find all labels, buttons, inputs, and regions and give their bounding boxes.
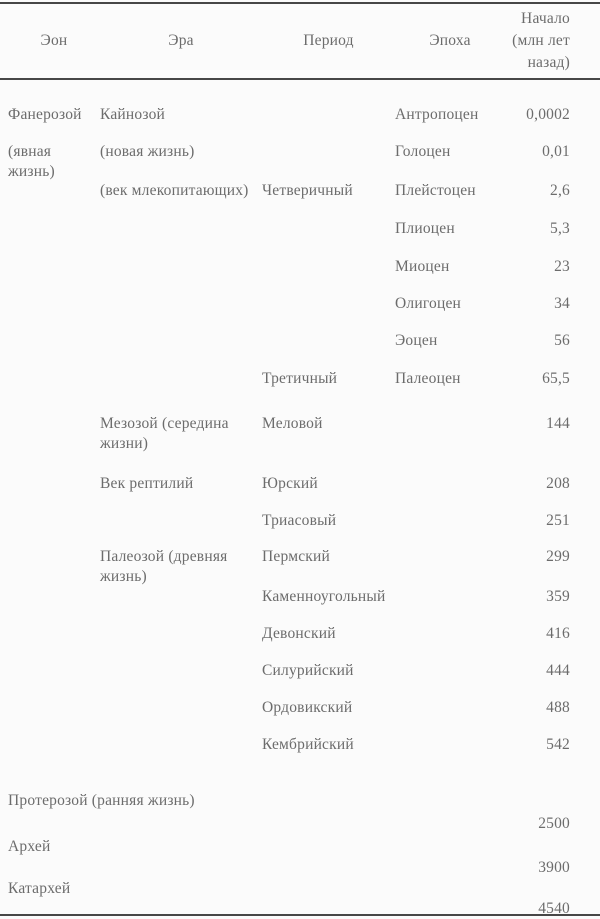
header-period: Период	[303, 32, 354, 49]
cell-eon: Архей	[8, 838, 51, 855]
table-row	[0, 219, 600, 257]
header-start	[505, 8, 570, 74]
cell-start: 299	[546, 548, 570, 565]
header-start-line1: Начало	[521, 10, 570, 27]
header-epoch: Эпоха	[429, 32, 471, 49]
table-body	[0, 80, 600, 917]
cell-period: Силурийский	[262, 662, 354, 679]
cell-period: Кембрийский	[262, 736, 354, 753]
cell-era: Кайнозой	[100, 106, 166, 123]
cell-epoch: Палеоцен	[395, 370, 461, 387]
cell-period: Ордовикский	[262, 699, 353, 716]
cell-start: 208	[546, 475, 570, 492]
cell-start: 251	[546, 512, 570, 529]
table-row	[0, 837, 600, 879]
cell-epoch: Антропоцен	[395, 106, 479, 123]
cell-era: Век рептилий	[100, 475, 194, 492]
cell-start: 144	[546, 415, 570, 432]
table-row	[0, 624, 600, 661]
cell-start: 5,3	[550, 220, 570, 237]
header-eon: Эон	[40, 32, 68, 49]
cell-start: 2500	[538, 815, 570, 832]
header-era: Эра	[168, 32, 194, 49]
table-row	[0, 661, 600, 698]
cell-start: 4540	[538, 900, 570, 917]
cell-period: Меловой	[262, 415, 323, 432]
cell-start: 0,01	[542, 143, 570, 160]
cell-start: 2,6	[550, 182, 570, 199]
cell-start: 3900	[538, 859, 570, 876]
table-row	[0, 547, 600, 587]
table-row	[0, 105, 600, 142]
table-row	[0, 735, 600, 791]
header-start-line2: (млн лет	[512, 32, 570, 49]
table-row	[0, 294, 600, 331]
table-row	[0, 142, 600, 181]
cell-start: 65,5	[542, 370, 570, 387]
cell-epoch: Эоцен	[395, 332, 438, 349]
cell-start: 444	[546, 662, 570, 679]
cell-start: 34	[554, 295, 570, 312]
cell-period: Пермский	[262, 548, 330, 565]
cell-eon: (явная жизнь)	[8, 143, 55, 180]
cell-start: 56	[554, 332, 570, 349]
cell-epoch: Олигоцен	[395, 295, 462, 312]
cell-start: 488	[546, 699, 570, 716]
cell-period: Четверичный	[262, 182, 353, 199]
table-row	[0, 257, 600, 294]
cell-start: 359	[546, 588, 570, 605]
table-row	[0, 369, 600, 414]
cell-era: Палеозой (древняя жизнь)	[100, 548, 228, 585]
cell-period: Каменноугольный	[262, 588, 386, 605]
cell-start: 542	[546, 736, 570, 753]
cell-period: Третичный	[262, 370, 338, 387]
table-row	[0, 414, 600, 474]
table-row	[0, 698, 600, 735]
cell-era: (новая жизнь)	[100, 143, 195, 160]
table-row	[0, 511, 600, 547]
cell-epoch: Голоцен	[395, 143, 451, 160]
cell-eon: Протерозой (ранняя жизнь)	[8, 792, 195, 809]
cell-period: Девонский	[262, 625, 336, 642]
header-start-line3: назад)	[527, 54, 570, 71]
cell-epoch: Плиоцен	[395, 220, 455, 237]
cell-era: Мезозой (середина жизни)	[100, 415, 229, 452]
cell-period: Юрский	[262, 475, 318, 492]
cell-epoch: Плейстоцен	[395, 182, 476, 199]
table-row	[0, 474, 600, 511]
cell-eon: Фанерозой	[8, 106, 82, 123]
table-header-row	[0, 4, 600, 78]
table-row	[0, 331, 600, 369]
cell-start: 416	[546, 625, 570, 642]
cell-eon: Катархей	[8, 880, 71, 897]
cell-era: (век млекопитающих)	[100, 182, 249, 199]
cell-period: Триасовый	[262, 512, 337, 529]
table-row	[0, 587, 600, 624]
table-row	[0, 879, 600, 917]
table-row	[0, 791, 600, 837]
table-row	[0, 181, 600, 219]
cell-start: 23	[554, 258, 570, 275]
cell-start: 0,0002	[526, 106, 570, 123]
cell-epoch: Миоцен	[395, 258, 450, 275]
